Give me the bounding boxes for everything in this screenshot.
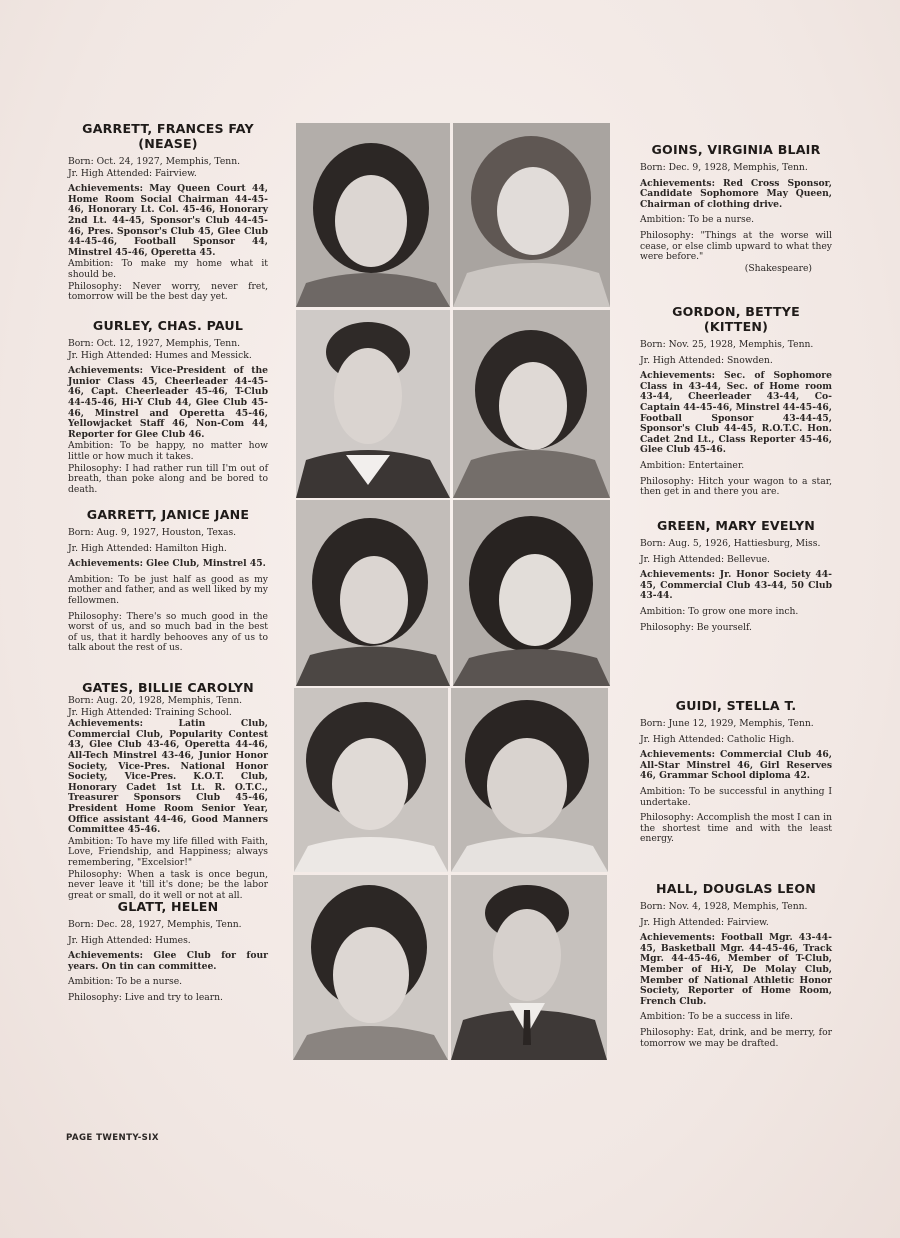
student-name: GLATT, HELEN [117,899,219,914]
student-entry-gurley-chas [68,318,268,500]
student-entry-guidi-stella [640,698,832,850]
ambition-line: Ambition: To be a nurse. [68,976,183,988]
jr-high-line: Jr. High Attended: Hamilton High. [68,542,227,554]
portrait-photo-hall-douglas [451,875,607,1060]
achievements-line: Achievements: Football Mgr. 43-44-45, Basketball Mgr. 44-45-46, Track Mgr. 44-45-46, Member of T-Club, Member of Hi-Y, De Molay Club, Member of National Athletic Honor Society, Reporter of Home Room, French Club. [640,932,832,1007]
born-line: Born: Aug. 5, 1926, Hattiesburg, Miss. [640,538,821,549]
portrait-photo-garrett-janice [296,500,450,686]
ambition-line: Ambition: To be just half as good as my mother and father, and as well liked by my fellowmen. [68,573,268,606]
portrait-photo-gordon-bettye [453,310,610,498]
jr-high-line: Jr. High Attended: Humes. [68,934,191,946]
jr-high-line: Jr. High Attended: Fairview. [640,916,769,928]
jr-high-line: Jr. High Attended: Fairview. [68,167,197,179]
ambition-line: Ambition: To have my life filled with Faith, Love, Friendship, and Happiness; always remembering, "Excelsior!" [68,835,268,868]
achievements-line: Achievements: Glee Club, Minstrel 45. [68,558,266,570]
student-name: GATES, BILLIE CAROLYN [82,680,254,695]
student-name: GARRETT, FRANCES FAY (NEASE) [82,121,254,151]
philosophy-line: Philosophy: I had rather run till I'm out of breath, than poke along and be bored to death. [68,462,268,495]
philosophy-line: Philosophy: Accomplish the most I can in the shortest time and with the least energy. [640,812,832,845]
student-name: GUIDI, STELLA T. [675,698,797,713]
portrait-photo-green-mary [453,500,610,686]
student-name: HALL, DOUGLAS LEON [656,881,816,896]
student-entry-garrett-frances [68,121,268,308]
student-entry-gates-billie [68,680,268,906]
achievements-line: Achievements: May Queen Court 44, Home Room Social Chairman 44-45-46, Honorary Lt. Col. 45-46, Honorary 2nd Lt. 44-45, Sponsor's Club 44-45-46, Pres. Sponsor's Club 45, Glee Club 44-45-46, Football Sponsor 44, Minstrel 45-46, Operetta 45. [68,183,268,258]
born-line: Born: Oct. 24, 1927, Memphis, Tenn. [68,156,241,167]
jr-high-line: Jr. High Attended: Bellevue. [640,553,770,565]
born-line: Born: Aug. 9, 1927, Houston, Texas. [68,527,237,538]
achievements-line: Achievements: Latin Club, Commercial Club, Popularity Contest 43, Glee Club 43-46, Operetta 44-46, All-Tech Minstrel 43-46, Junior Honor Society, Vice-Pres. National Honor Society, Vice-Pres. K.O.T. Club, Honorary Cadet 1st Lt. R. O.T.C., Treasurer Sponsors Club 45-46, President Home Room Senior Year, Office assistant 44-46, Good Manners Committee 45-46. [68,718,268,836]
portrait-photo-gurley-chas [296,310,450,498]
philosophy-attribution: (Shakespeare) [744,262,812,274]
portrait-photo-glatt-helen [293,875,448,1060]
born-line: Born: Nov. 4, 1928, Memphis, Tenn. [640,901,808,912]
achievements-line: Achievements: Commercial Club 46, All-Star Minstrel 46, Girl Reserves 46, Grammar School diploma 42. [640,749,832,782]
ambition-line: Ambition: To grow one more inch. [640,605,799,617]
philosophy-line: Philosophy: Eat, drink, and be merry, for tomorrow we may be drafted. [640,1026,832,1049]
jr-high-line: Jr. High Attended: Training School. [68,706,232,718]
philosophy-line: Philosophy: There's so much good in the worst of us, and so much bad in the best of us, that it hardly behooves any of us to talk about the rest of us. [68,610,268,654]
student-entry-garrett-janice [68,507,268,659]
jr-high-line: Jr. High Attended: Humes and Messick. [68,349,252,361]
achievements-line: Achievements: Sec. of Sophomore Class in 43-44, Sec. of Home room 43-44, Cheerleader 43-44, Co-Captain 44-45-46, Minstrel 44-45-46, Football Sponsor 43-44-45, Sponsor's Club 44-45, R.O.T.C. Hon. Cadet 2nd Lt., Class Reporter 45-46, Glee Club 45-46. [640,370,832,456]
student-entry-glatt-helen [68,899,268,1009]
student-name: GARRETT, JANICE JANE [86,507,250,522]
born-line: Born: Nov. 25, 1928, Memphis, Tenn. [640,339,814,350]
philosophy-line: Philosophy: "Things at the worse will cease, or else climb upward to what they were before." [640,229,832,263]
portrait-photo-gates-billie [294,688,448,872]
achievements-line: Achievements: Vice-President of the Junior Class 45, Cheerleader 44-45-46, Capt. Cheerleader 45-46, T-Club 44-45-46, Hi-Y Club 44, Glee Club 45-46, Minstrel and Operetta 45-46, Yellowjacket Staff 46, Non-Com 44, Reporter for Glee Club 46. [68,365,268,440]
student-entry-goins-virginia [640,142,832,279]
ambition-line: Ambition: Entertainer. [640,459,745,471]
philosophy-line: Philosophy: Be yourself. [640,621,752,633]
student-name: GORDON, BETTYE (KITTEN) [672,304,800,334]
achievements-line: Achievements: Jr. Honor Society 44-45, Commercial Club 43-44, 50 Club 43-44. [640,569,832,602]
born-line: Born: June 12, 1929, Memphis, Tenn. [640,718,814,729]
portrait-photo-guidi-stella [451,688,608,872]
page-footer: PAGE TWENTY-SIX [66,1133,159,1143]
student-entry-hall-douglas [640,881,832,1054]
portrait-photo-goins-virginia [453,123,610,307]
student-name: GURLEY, CHAS. PAUL [92,318,244,333]
ambition-line: Ambition: To be happy, no matter how little or how much it takes. [68,440,268,462]
achievements-line: Achievements: Red Cross Sponsor, Candidate Sophomore May Queen, Chairman of clothing drive. [640,177,832,210]
ambition-line: Ambition: To be a success in life. [640,1011,793,1023]
student-name: GOINS, VIRGINIA BLAIR [651,142,821,157]
jr-high-line: Jr. High Attended: Snowden. [640,354,773,366]
portrait-photo-garrett-frances [296,123,450,307]
ambition-line: Ambition: To be a nurse. [640,214,755,226]
student-entry-green-mary [640,518,832,638]
ambition-line: Ambition: To be successful in anything I undertake. [640,785,832,808]
student-name: GREEN, MARY EVELYN [656,518,815,533]
born-line: Born: Oct. 12, 1927, Memphis, Tenn. [68,338,241,349]
born-line: Born: Dec. 28, 1927, Memphis, Tenn. [68,919,242,930]
achievements-line: Achievements: Glee Club for four years. On tin can committee. [68,950,268,972]
jr-high-line: Jr. High Attended: Catholic High. [640,733,795,745]
philosophy-line: Philosophy: Live and try to learn. [68,991,223,1003]
ambition-line: Ambition: To make my home what it should be. [68,258,268,280]
philosophy-line: Philosophy: When a task is once begun, never leave it 'till it's done; be the labor great or small, do it well or not at all. [68,868,268,901]
philosophy-line: Philosophy: Hitch your wagon to a star, then get in and there you are. [640,475,832,498]
student-entry-gordon-bettye [640,304,832,503]
born-line: Born: Dec. 9, 1928, Memphis, Tenn. [640,162,808,173]
philosophy-line: Philosophy: Never worry, never fret, tomorrow will be the best day yet. [68,280,268,303]
born-line: Born: Aug. 20, 1928, Memphis, Tenn. [68,695,243,706]
